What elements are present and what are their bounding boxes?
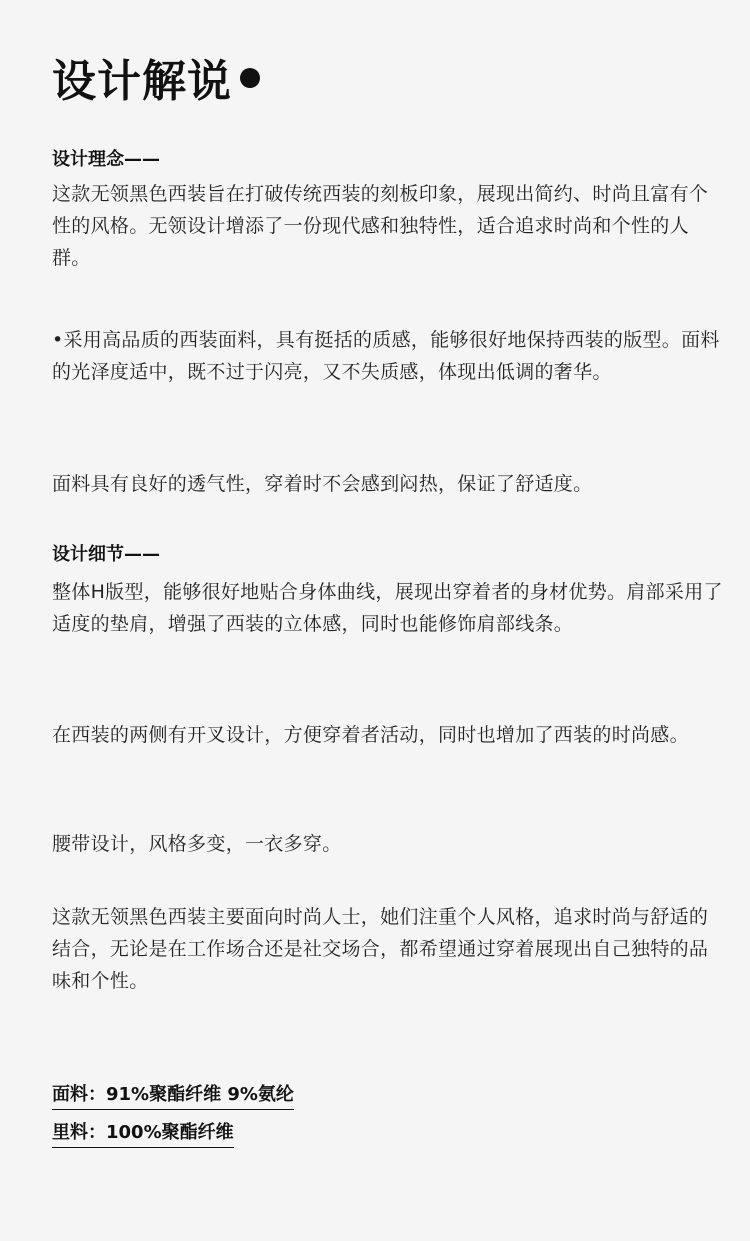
bullet-dot-icon: [240, 68, 260, 88]
fabric-composition: 面料：91%聚酯纤维 9%氨纶: [52, 1082, 294, 1110]
detail-paragraph-4: 这款无领黑色西装主要面向时尚人士，她们注重个人风格，追求时尚与舒适的结合，无论是在工作场合还是社交场合，都希望通过穿着展现出自己独特的品味和个性。: [52, 906, 709, 992]
detail-paragraph-3: 腰带设计，风格多变，一衣多穿。: [52, 833, 342, 855]
concept-paragraph-2: •采用高品质的西装面料，具有挺括的质感，能够很好地保持西装的版型。面料的光泽度适中，既不过于闪亮，又不失质感，体现出低调的奢华。: [52, 329, 720, 383]
detail-paragraph-2: 在西装的两侧有开叉设计，方便穿着者活动，同时也增加了西装的时尚感。: [52, 724, 689, 746]
detail-heading: 设计细节——: [52, 544, 160, 565]
title-row: [52, 52, 260, 112]
concept-heading: 设计理念——: [52, 149, 160, 170]
detail-paragraph-1: 整体H版型，能够很好地贴合身体曲线，展现出穿着者的身材优势。肩部采用了适度的垫肩，增强了西装的立体感，同时也能修饰肩部线条。: [52, 581, 723, 635]
page-title: 设计解说: [52, 56, 232, 107]
concept-paragraph-3: 面料具有良好的透气性，穿着时不会感到闷热，保证了舒适度。: [52, 473, 593, 495]
concept-paragraph-1: 这款无领黑色西装旨在打破传统西装的刻板印象，展现出简约、时尚且富有个性的风格。无领设计增添了一份现代感和独特性，适合追求时尚和个性的人群。: [52, 183, 709, 269]
lining-composition: 里料：100%聚酯纤维: [52, 1120, 234, 1148]
